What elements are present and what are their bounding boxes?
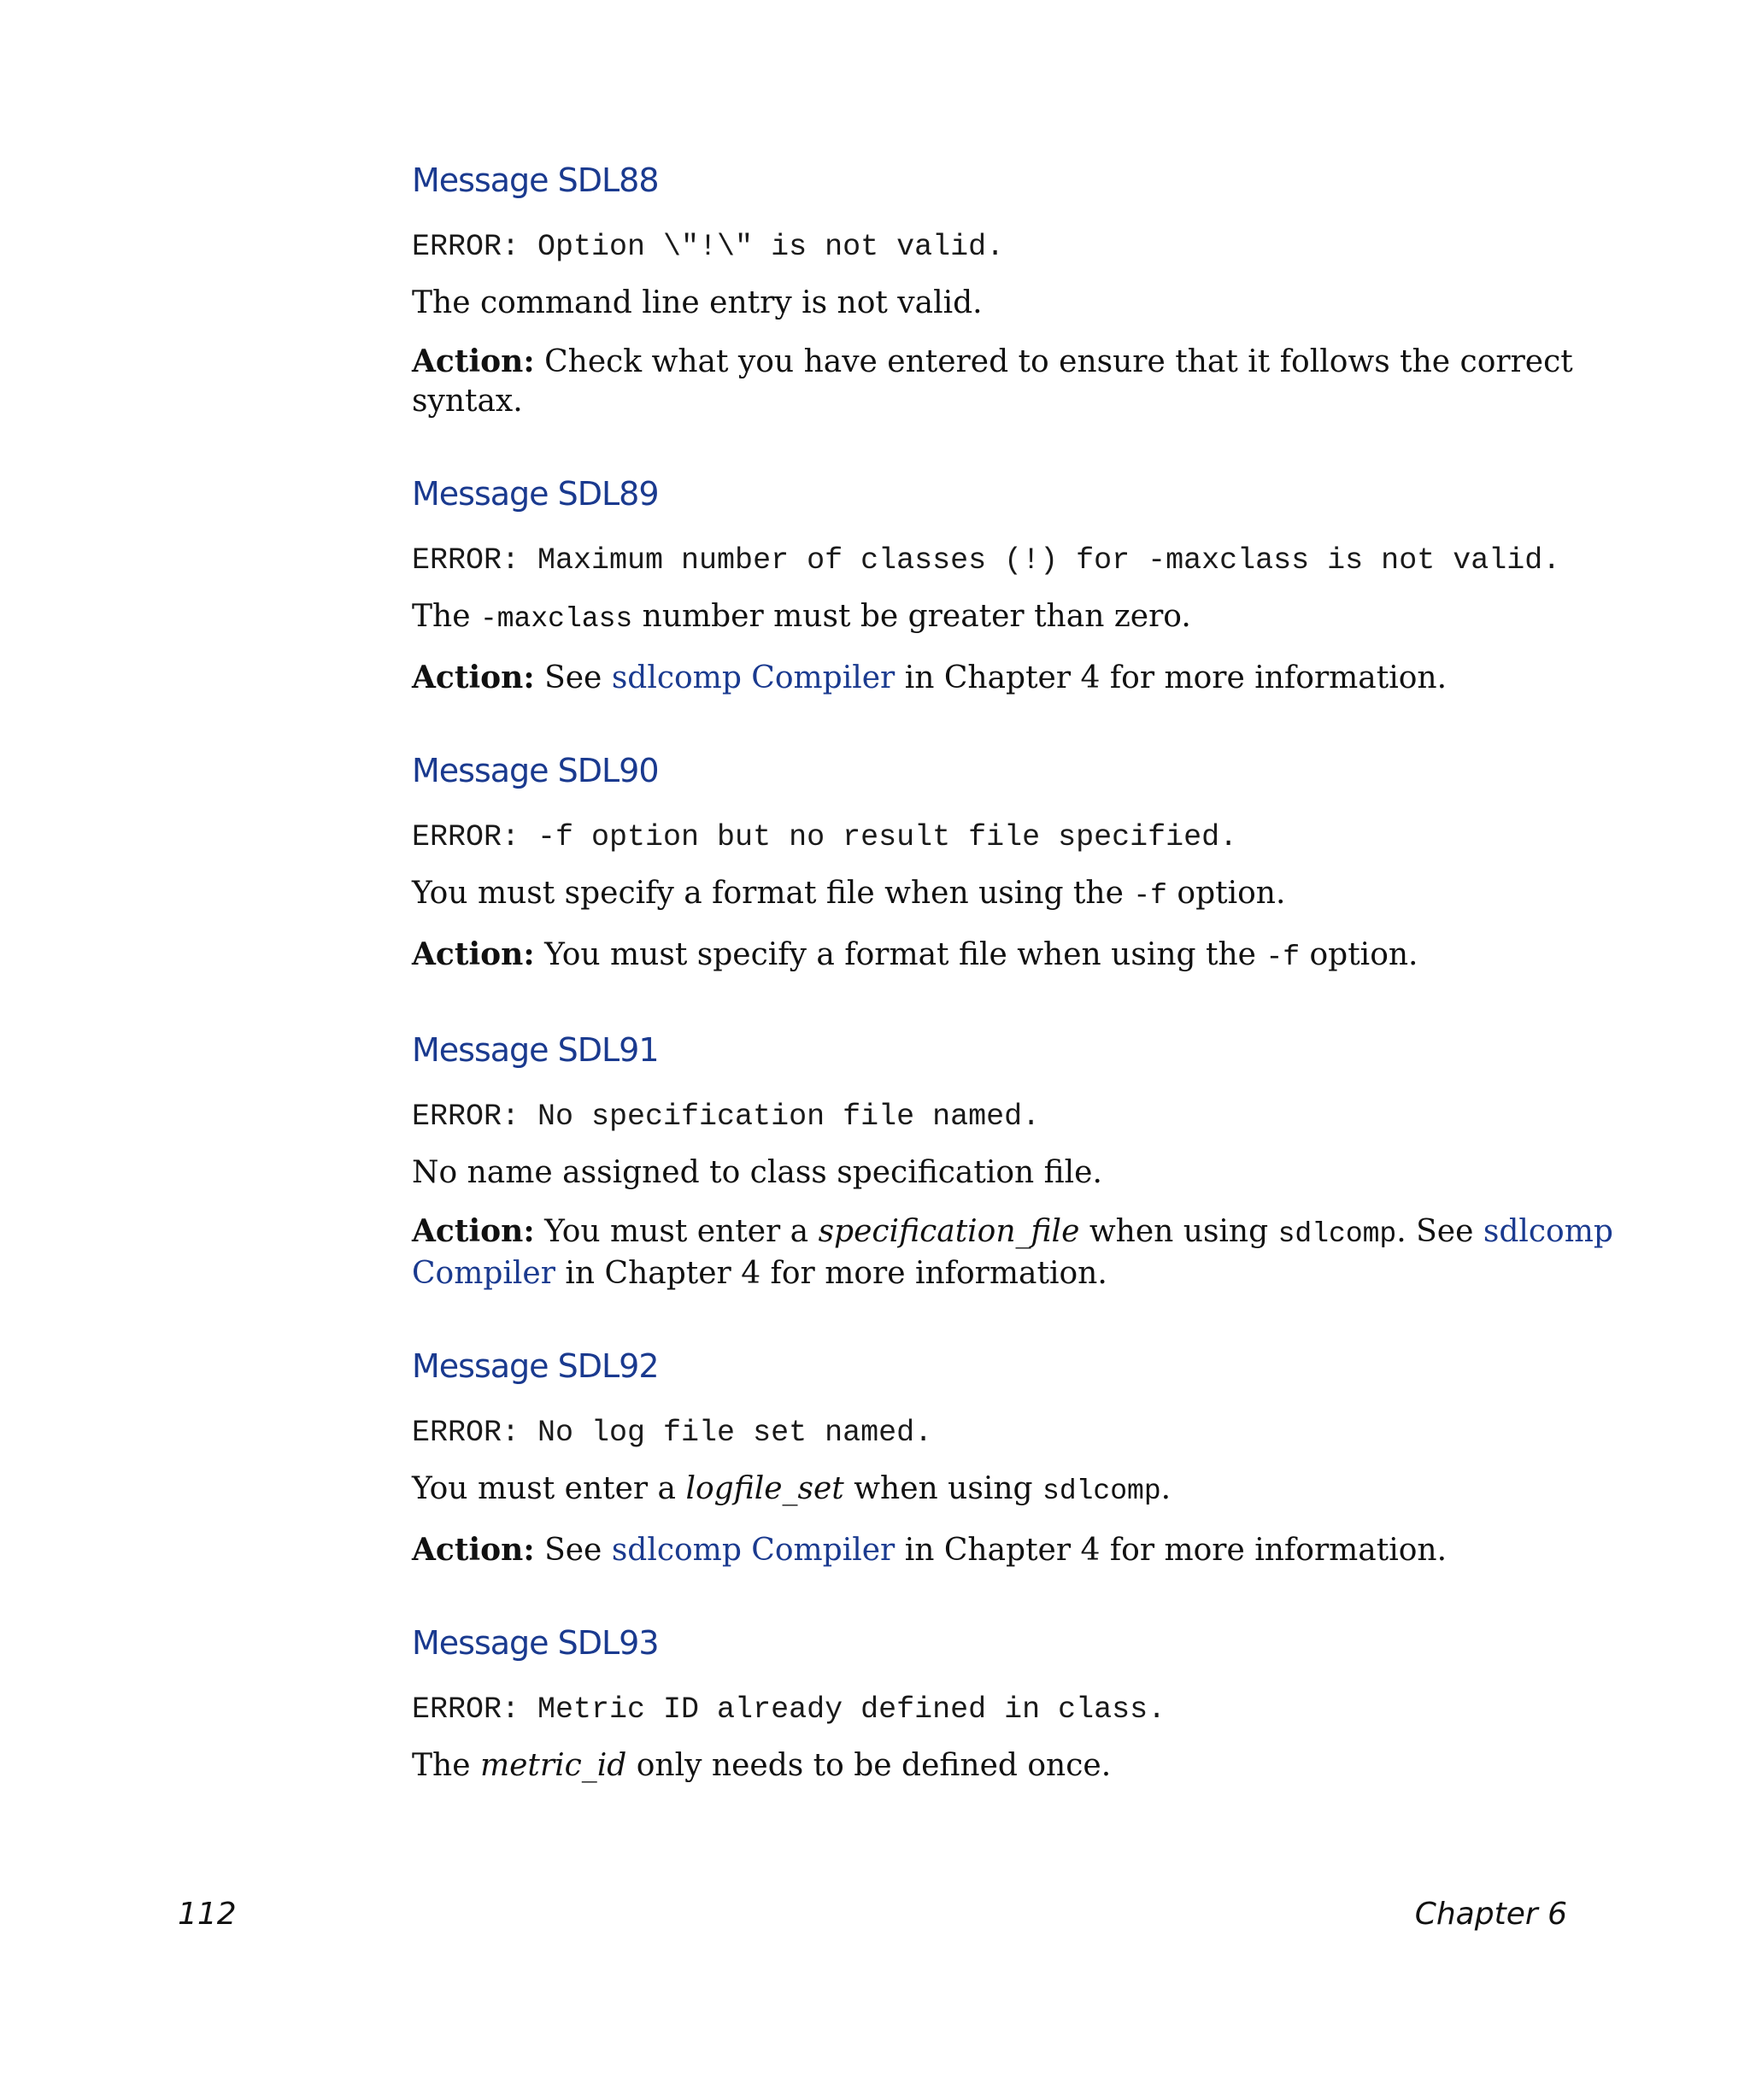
description: The command line entry is not valid. bbox=[412, 285, 983, 320]
action-text: when using bbox=[1079, 1214, 1278, 1249]
action-text: . See bbox=[1396, 1214, 1483, 1249]
message-heading: Message SDL91 bbox=[412, 1031, 659, 1069]
error-text: ERROR: No specification file named. bbox=[412, 1100, 1041, 1134]
desc-code: -f bbox=[1133, 880, 1167, 912]
action-text: You must enter a bbox=[544, 1214, 819, 1249]
desc-text: . bbox=[1160, 1471, 1172, 1506]
desc-text: You must enter a bbox=[412, 1471, 686, 1506]
desc-text: when using bbox=[843, 1471, 1043, 1506]
desc-text: number must be greater than zero. bbox=[632, 599, 1191, 634]
error-text: ERROR: Metric ID already defined in class. bbox=[412, 1692, 1166, 1727]
sdlcomp-compiler-link[interactable]: sdlcomp Compiler bbox=[611, 660, 896, 695]
sdlcomp-compiler-link[interactable]: sdlcomp Compiler bbox=[611, 1533, 896, 1568]
desc-text: option. bbox=[1166, 876, 1286, 911]
action-paragraph bbox=[412, 1530, 1625, 1570]
action-label: Action: bbox=[412, 660, 535, 695]
desc-italic: metric_id bbox=[479, 1748, 627, 1783]
desc-text: only needs to be defined once. bbox=[626, 1748, 1112, 1783]
desc-text: The bbox=[412, 1748, 480, 1783]
message-section-sdl91 bbox=[412, 1030, 1625, 1293]
page-number: 112 bbox=[178, 1897, 237, 1932]
action-text: in Chapter 4 for more information. bbox=[555, 1256, 1107, 1291]
chapter-label: Chapter 6 bbox=[1414, 1897, 1567, 1932]
message-heading: Message SDL90 bbox=[412, 752, 659, 789]
action-label: Action: bbox=[412, 343, 535, 379]
action-paragraph bbox=[412, 935, 1625, 977]
message-section-sdl90 bbox=[412, 751, 1625, 977]
desc-code: -maxclass bbox=[479, 603, 633, 635]
desc-text: You must specify a format file when using the bbox=[412, 876, 1134, 911]
error-text: ERROR: Option \"!\" is not valid. bbox=[412, 230, 1005, 264]
message-heading: Message SDL88 bbox=[412, 161, 659, 199]
action-label: Action: bbox=[412, 1532, 535, 1568]
action-italic: specification_file bbox=[818, 1214, 1080, 1249]
action-text: You must specify a format file when using the bbox=[544, 937, 1266, 972]
desc-code: sdlcomp bbox=[1042, 1475, 1161, 1507]
action-text: in Chapter 4 for more information. bbox=[895, 1533, 1448, 1568]
description bbox=[412, 874, 1625, 916]
action-code: sdlcomp bbox=[1277, 1218, 1397, 1250]
action-text: option. bbox=[1300, 937, 1418, 972]
message-section-sdl88 bbox=[412, 161, 1625, 421]
action-label: Action: bbox=[412, 936, 535, 972]
error-text: ERROR: No log file set named. bbox=[412, 1416, 933, 1450]
action-text: Check what you have entered to ensure that it follows the correct syntax. bbox=[412, 344, 1573, 419]
action-code: -f bbox=[1266, 941, 1301, 973]
action-text: in Chapter 4 for more information. bbox=[895, 660, 1448, 695]
action-text: See bbox=[544, 660, 612, 695]
desc-italic: logfile_set bbox=[685, 1471, 844, 1506]
message-section-sdl93 bbox=[412, 1623, 1625, 1786]
error-text: ERROR: -f option but no result file specified. bbox=[412, 820, 1238, 854]
message-heading: Message SDL92 bbox=[412, 1347, 659, 1385]
desc-text: The bbox=[412, 599, 480, 634]
action-label: Action: bbox=[412, 1213, 535, 1249]
action-paragraph bbox=[412, 1211, 1625, 1293]
message-section-sdl92 bbox=[412, 1346, 1625, 1570]
message-heading: Message SDL89 bbox=[412, 475, 659, 513]
sdlcomp-compiler-link[interactable]: sdlcomp Compiler bbox=[412, 1214, 1613, 1291]
document-body bbox=[412, 161, 1625, 1804]
description bbox=[412, 1469, 1625, 1511]
description bbox=[412, 597, 1625, 639]
message-section-sdl89 bbox=[412, 474, 1625, 698]
action-paragraph bbox=[412, 342, 1625, 421]
description: No name assigned to class specification file. bbox=[412, 1155, 1102, 1190]
error-text: ERROR: Maximum number of classes (!) for -maxclass is not valid. bbox=[412, 543, 1561, 578]
message-heading: Message SDL93 bbox=[412, 1624, 659, 1662]
description bbox=[412, 1746, 1625, 1786]
action-text: See bbox=[544, 1533, 612, 1568]
action-paragraph bbox=[412, 658, 1625, 698]
